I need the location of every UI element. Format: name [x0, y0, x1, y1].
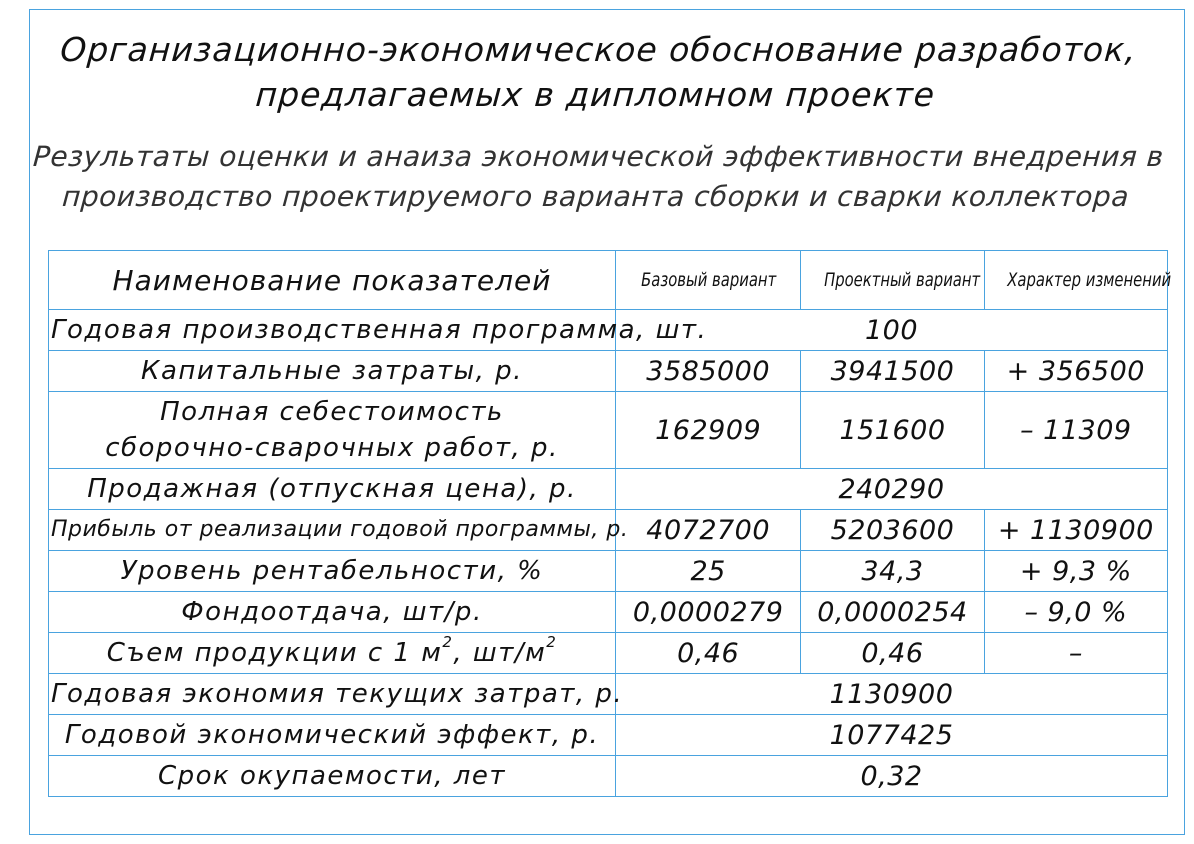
row-label-payback: Срок окупаемости, лет [49, 756, 616, 797]
row-value-payback: 0,32 [616, 756, 1168, 797]
document-subtitle [27, 137, 1167, 217]
table-row [49, 674, 1168, 715]
profitability-base: 25 [616, 551, 801, 592]
capital-costs-project: 3941500 [801, 351, 984, 392]
output-per-m2-change: – [984, 633, 1167, 674]
profitability-project: 34,3 [801, 551, 984, 592]
title-line-2: предлагаемых в дипломном проекте [254, 75, 937, 114]
row-label-full-cost [49, 392, 616, 469]
table-row [49, 392, 1168, 469]
header-base-variant [632, 251, 784, 310]
document-title [27, 27, 1167, 117]
row-label-annual-effect: Годовой экономический эффект, р. [49, 715, 616, 756]
table-row [49, 633, 1168, 674]
header-change-nature-label: Характер изменений [1007, 269, 1171, 291]
full-cost-project: 151600 [801, 392, 984, 469]
full-cost-base: 162909 [616, 392, 801, 469]
capital-productivity-base: 0,0000279 [616, 592, 801, 633]
row-label-annual-savings: Годовая экономия текущих затрат, р. [49, 674, 616, 715]
output-per-m2-base: 0,46 [616, 633, 801, 674]
table-header-row [49, 251, 1168, 310]
output-label-part-b: , шт/м [453, 638, 547, 668]
row-value-annual-effect: 1077425 [616, 715, 1168, 756]
table-row [49, 310, 1168, 351]
table-row [49, 592, 1168, 633]
row-label-profitability: Уровень рентабельности, % [49, 551, 616, 592]
profit-project: 5203600 [801, 510, 984, 551]
table-row [49, 756, 1168, 797]
subtitle-line-2: производство проектируемого варианта сборки и сварки коллектора [61, 180, 1131, 213]
capital-productivity-project: 0,0000254 [801, 592, 984, 633]
header-project-variant-label: Проектный вариант [823, 269, 980, 291]
title-line-1: Организационно-экономическое обоснование разработок, [59, 30, 1139, 69]
full-cost-label-line-2: сборочно-сварочных работ, р. [105, 433, 559, 463]
profitability-change: + 9,3 % [984, 551, 1167, 592]
output-label-part-a: Съем продукции с 1 м [106, 638, 443, 668]
header-project-variant [817, 251, 980, 310]
header-indicator-name: Наименование показателей [49, 251, 616, 310]
row-value-sale-price: 240290 [616, 469, 1168, 510]
table-row [49, 551, 1168, 592]
output-label-sup-a: 2 [442, 633, 454, 651]
row-label-sale-price: Продажная (отпускная цена), р. [49, 469, 616, 510]
capital-costs-base: 3585000 [616, 351, 801, 392]
header-base-variant-label: Базовый вариант [640, 269, 776, 291]
full-cost-change: – 11309 [984, 392, 1167, 469]
row-label-output-per-m2 [49, 633, 616, 674]
profit-base: 4072700 [616, 510, 801, 551]
output-per-m2-project: 0,46 [801, 633, 984, 674]
header-change-nature [1001, 251, 1171, 310]
economic-indicators-table [48, 250, 1171, 797]
profit-change: + 1130900 [984, 510, 1167, 551]
row-label-profit: Прибыль от реализации годовой программы, р. [49, 510, 616, 551]
capital-productivity-change: – 9,0 % [984, 592, 1167, 633]
row-label-capital-productivity: Фондоотдача, шт/р. [49, 592, 616, 633]
row-value-annual-savings: 1130900 [616, 674, 1168, 715]
output-label-sup-b: 2 [546, 633, 558, 651]
table-row [49, 351, 1168, 392]
table-row [49, 469, 1168, 510]
subtitle-line-1: Результаты оценки и анаиза экономической эффективности внедрения в [31, 140, 1165, 173]
capital-costs-change: + 356500 [984, 351, 1167, 392]
table-row [49, 715, 1168, 756]
row-value-annual-program: 100 [616, 310, 1168, 351]
row-label-annual-program: Годовая производственная программа, шт. [49, 310, 616, 351]
row-label-capital-costs: Капитальные затраты, р. [49, 351, 616, 392]
table-row [49, 510, 1168, 551]
full-cost-label-line-1: Полная себестоимость [160, 397, 504, 427]
